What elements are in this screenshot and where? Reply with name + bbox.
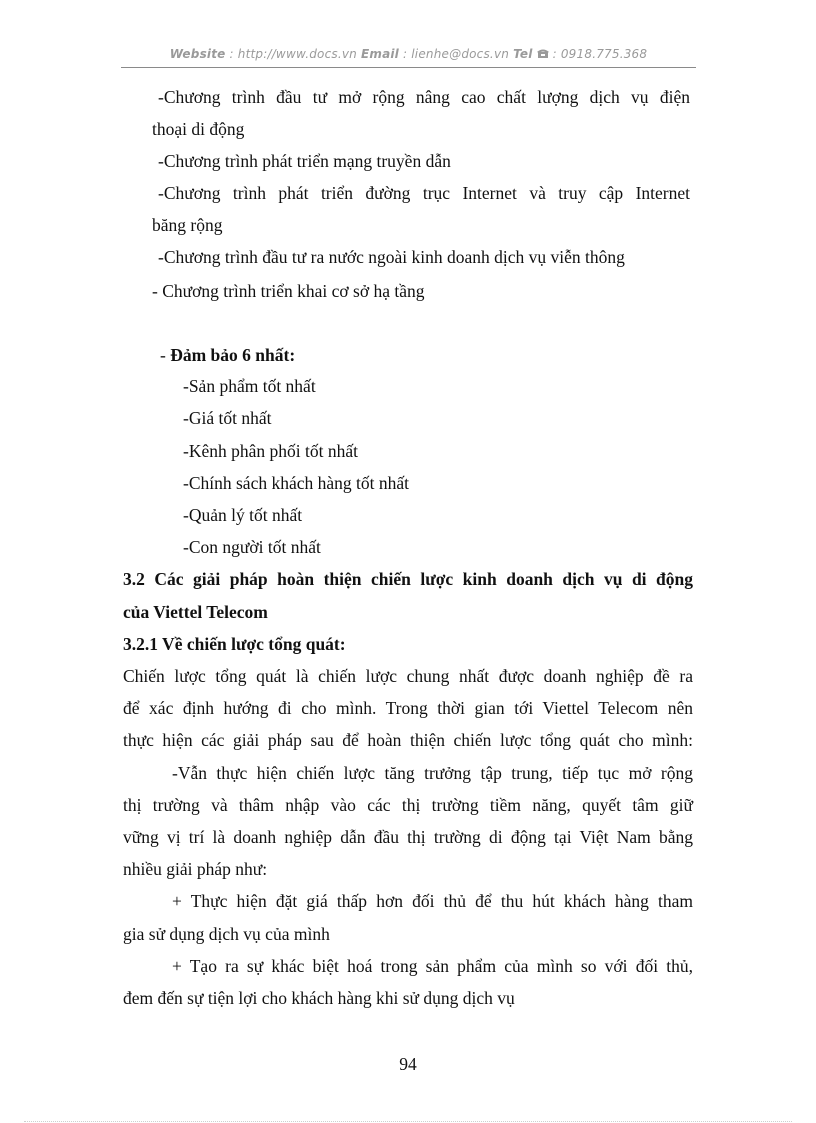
six-best-item: -Con người tốt nhất bbox=[183, 537, 321, 557]
tel-value: : 0918.775.368 bbox=[548, 47, 648, 61]
paragraph-line: -Vẫn thực hiện chiến lược tăng trưởng tập trung, tiếp tục mở rộng bbox=[172, 763, 693, 783]
program-line: -Chương trình đầu tư mở rộng nâng cao chất lượng dịch vụ điện bbox=[158, 87, 690, 107]
paragraph-line: + Thực hiện đặt giá thấp hơn đối thủ để thu hút khách hàng tham bbox=[172, 891, 693, 911]
six-best-prefix: - bbox=[160, 345, 171, 365]
paragraph-line: Chiến lược tổng quát là chiến lược chung nhất được doanh nghiệp đề ra bbox=[123, 666, 693, 686]
six-best-item: -Giá tốt nhất bbox=[183, 408, 272, 428]
paragraph-line: thực hiện các giải pháp sau để hoàn thiện chiến lược tổng quát cho mình: bbox=[123, 730, 693, 750]
paragraph-line: đem đến sự tiện lợi cho khách hàng khi sử dụng dịch vụ bbox=[123, 988, 515, 1008]
paragraph-line: + Tạo ra sự khác biệt hoá trong sản phẩm của mình so với đối thủ, bbox=[172, 956, 693, 976]
header-divider bbox=[121, 67, 696, 68]
paragraph-line: nhiều giải pháp như: bbox=[123, 859, 268, 879]
paragraph-line: để xác định hướng đi cho mình. Trong thời gian tới Viettel Telecom nên bbox=[123, 698, 693, 718]
paragraph-line: vững vị trí là doanh nghiệp dẫn đầu thị trường di động tại Việt Nam bằng bbox=[123, 827, 693, 847]
email-label: Email bbox=[360, 47, 399, 61]
six-best-title: Đảm bảo 6 nhất: bbox=[170, 345, 296, 365]
six-best-heading bbox=[160, 344, 295, 366]
page-header bbox=[121, 47, 696, 62]
six-best-item: -Kênh phân phối tốt nhất bbox=[183, 441, 358, 461]
program-line: -Chương trình phát triển đường trục Internet và truy cập Internet bbox=[158, 183, 690, 203]
page-bottom-divider bbox=[24, 1121, 792, 1122]
subsection-title: 3.2.1 Về chiến lược tổng quát: bbox=[123, 634, 346, 654]
page-number: 94 bbox=[399, 1054, 417, 1074]
program-line: - Chương trình triển khai cơ sở hạ tầng bbox=[152, 281, 425, 301]
program-line: băng rộng bbox=[152, 215, 223, 235]
website-value: : http://www.docs.vn bbox=[225, 47, 361, 61]
section-title: của Viettel Telecom bbox=[123, 602, 268, 622]
paragraph-line: thị trường và thâm nhập vào các thị trường tiềm năng, quyết tâm giữ bbox=[123, 795, 693, 815]
six-best-item: -Quản lý tốt nhất bbox=[183, 505, 303, 525]
six-best-item: -Sản phẩm tốt nhất bbox=[183, 376, 316, 396]
program-line: thoại di động bbox=[152, 119, 245, 139]
website-label: Website bbox=[169, 47, 226, 61]
phone-icon bbox=[537, 48, 549, 62]
paragraph-line: gia sử dụng dịch vụ của mình bbox=[123, 924, 330, 944]
tel-label: Tel bbox=[513, 47, 533, 61]
program-line: -Chương trình phát triển mạng truyền dẫn bbox=[158, 151, 451, 171]
six-best-item: -Chính sách khách hàng tốt nhất bbox=[183, 473, 409, 493]
program-line: -Chương trình đầu tư ra nước ngoài kinh doanh dịch vụ viễn thông bbox=[158, 247, 625, 267]
email-value: : lienhe@docs.vn bbox=[399, 47, 514, 61]
section-title: 3.2 Các giải pháp hoàn thiện chiến lược kinh doanh dịch vụ di động bbox=[123, 569, 693, 589]
